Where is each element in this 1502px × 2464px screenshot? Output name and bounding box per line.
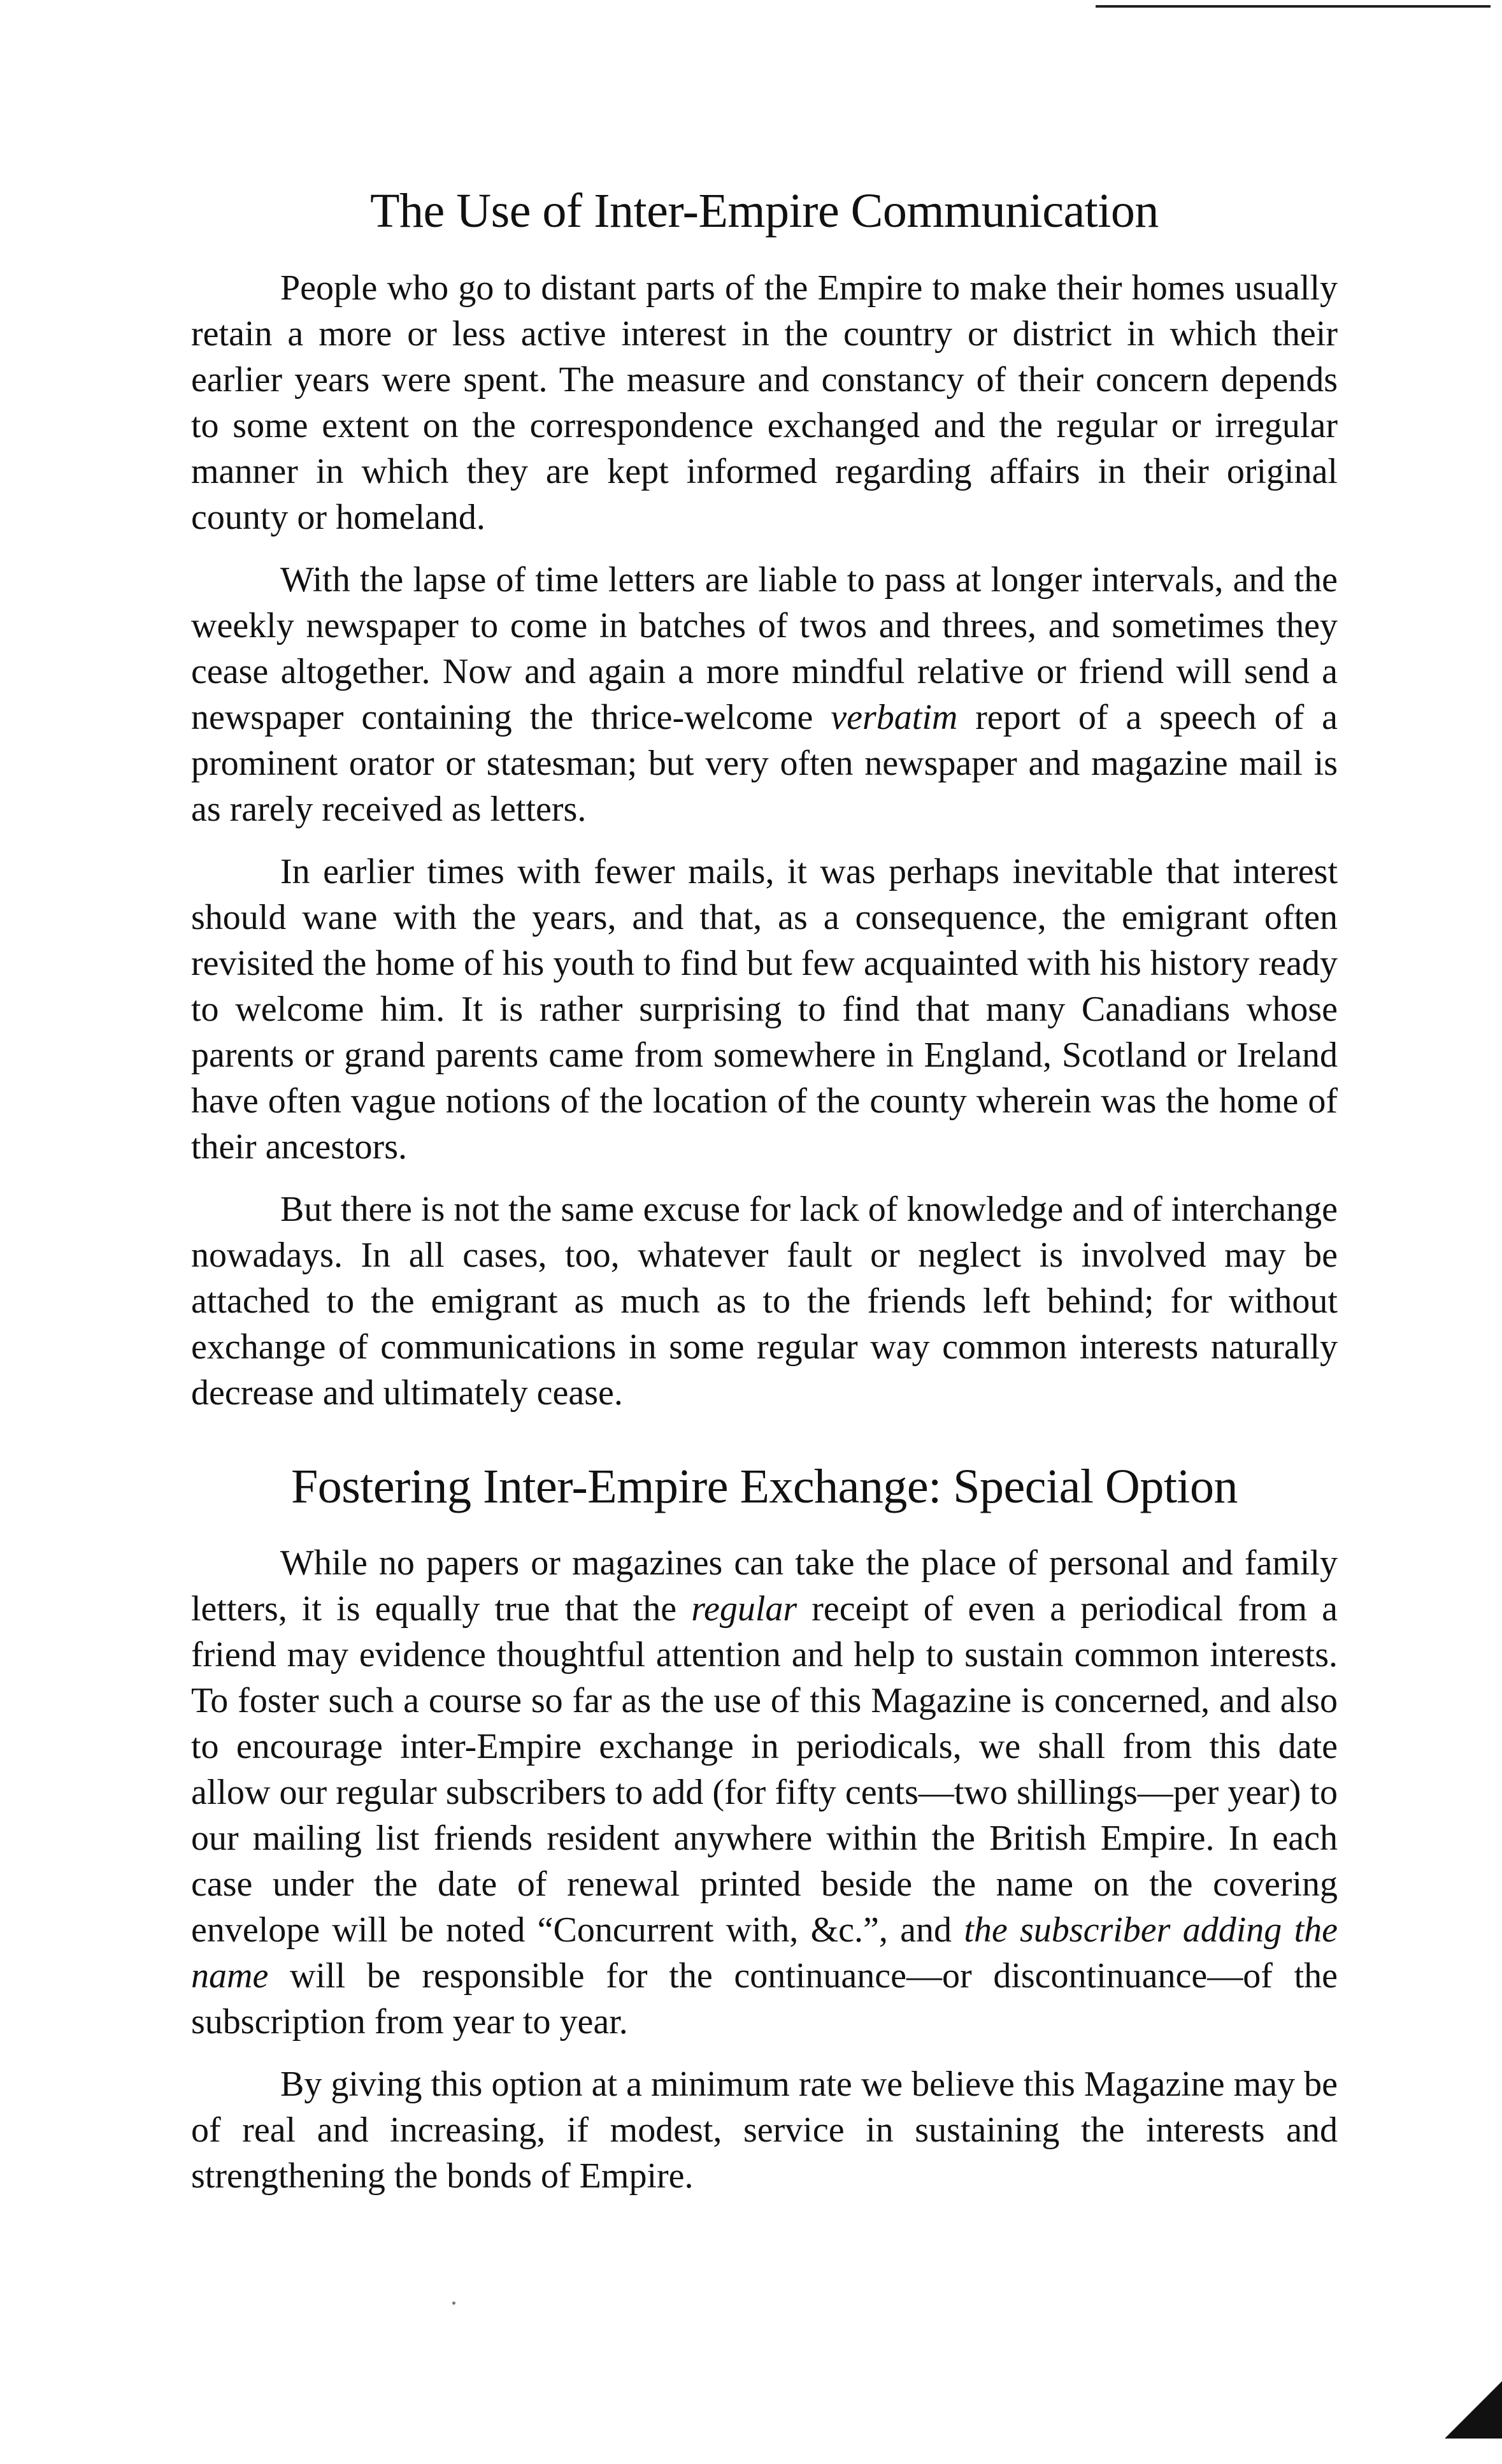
italic-phrase: the subscriber adding the name (191, 1910, 1338, 1996)
section-2-title: Fostering Inter-Empire Exchange: Special Option (290, 1459, 1238, 1513)
scan-speck (452, 2302, 455, 2305)
section-2-paragraph-2: By giving this option at a minimum rate we believe this Magazine may be of real and increasing, if modest, service in sustaining the interests and strengthening the bonds of Empire. (191, 2064, 1338, 2196)
paragraph-text: report of a speech of a prominent orator or statesman; but very often newspaper and magazine mail is as rarely received as letters. (191, 697, 1338, 829)
page-body (191, 185, 1338, 2215)
section-1-title: The Use of Inter-Empire Communication (370, 184, 1159, 238)
paragraph-text: With the lapse of time letters are liable to pass at longer intervals, and the weekly newspaper to come in batches of twos and threes, and sometimes they cease altogether. Now and again a more mindful relative or friend will send a newspaper containing the thrice-welcome (191, 559, 1338, 737)
section-1-paragraph-1: People who go to distant parts of the Empire to make their homes usually retain a more or less active interest in the country or district in which their earlier years were spent. The measure and constancy of their concern depends to some extent on the correspondence exchanged and the regular or irregular manner in which they are kept informed regarding affairs in their original county or homeland. (191, 268, 1338, 537)
paragraph-text: will be responsible for the continuance—or discontinuance—of the subscription from year to year. (191, 1956, 1338, 2042)
paragraph-text: receipt of even a periodical from a friend may evidence thoughtful attention and help to sustain common interests. To foster such a course so far as the use of this Magazine is concerned, and also to encourage inter-Empire exchange in periodicals, we shall from this date allow our regular subscribers to add (for fifty cents—two shillings—per year) to our mailing list friends resident anywhere within the British Empire. In each case under the date of renewal printed beside the name on the covering envelope will be noted “Concurrent with, &c.”, and (191, 1589, 1338, 1950)
paragraph-text: While no papers or magazines can take the place of personal and family letters, it is equally true that the (191, 1543, 1338, 1629)
italic-phrase: regular (691, 1589, 797, 1629)
section-1-paragraph-4: But there is not the same excuse for lack of knowledge and of interchange nowadays. In all cases, too, whatever fault or neglect is involved may be attached to the emigrant as much as to the friends left behind; for without exchange of communications in some regular way common interests naturally decrease and ultimately cease. (191, 1189, 1338, 1413)
top-edge-rule (1096, 5, 1491, 8)
section-1-paragraph-2 (191, 557, 1338, 832)
section-1-paragraph-3: In earlier times with fewer mails, it was perhaps inevitable that interest should wane with the years, and that, as a consequence, the emigrant often revisited the home of his youth to find but few acquainted with his history ready to welcome him. It is rather surprising to find that many Canadians whose parents or grand parents came from somewhere in England, Scotland or Ireland have often vague notions of the location of the county wherein was the home of their ancestors. (191, 851, 1338, 1167)
corner-mark (1445, 2381, 1502, 2439)
italic-phrase: verbatim (831, 697, 958, 737)
section-2-paragraph-1 (191, 1540, 1338, 2045)
